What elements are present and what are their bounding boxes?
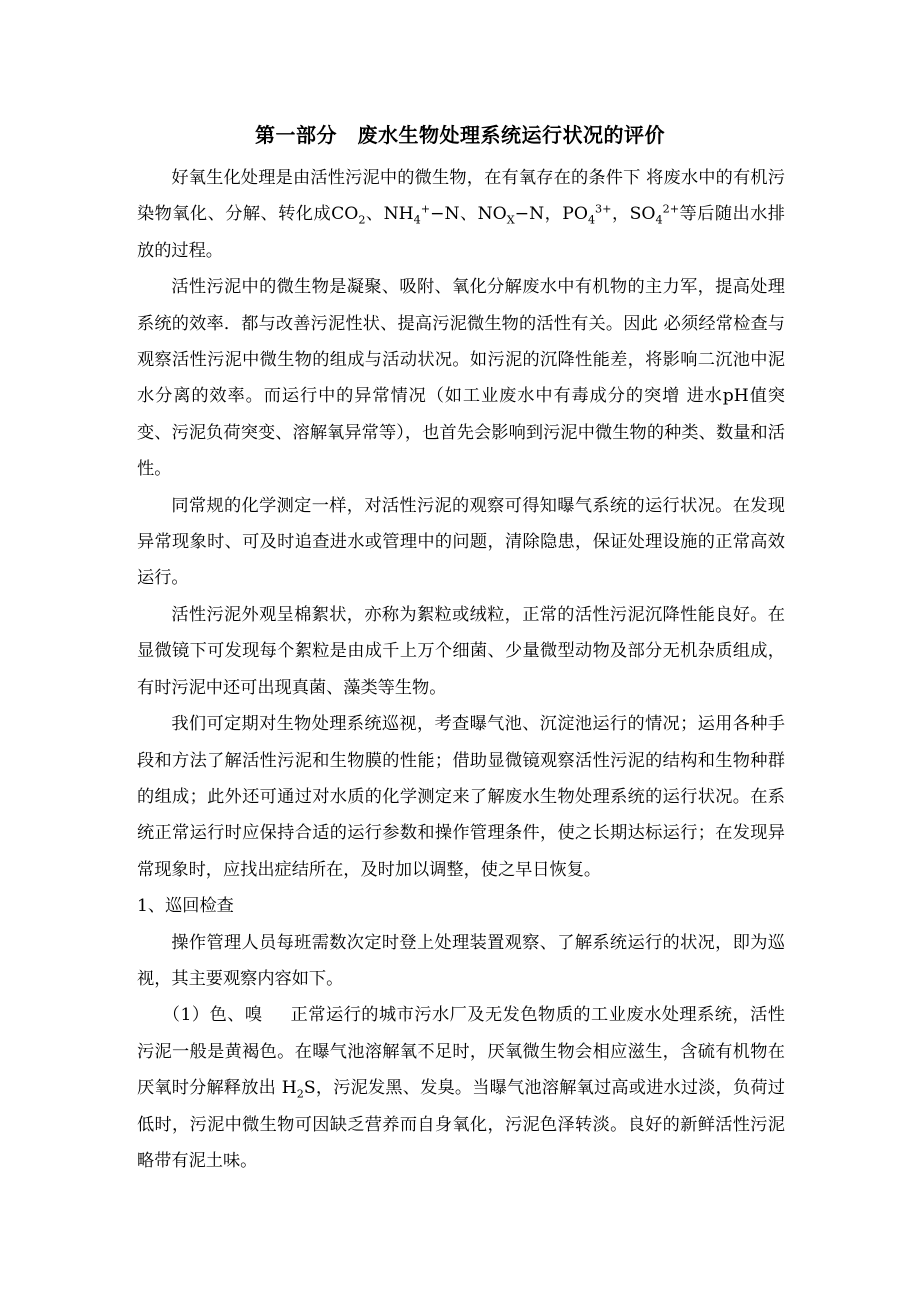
- formula-h2s: $H_2S$: [281, 1078, 316, 1101]
- p1-text-a: 好氧生化处理是由活性污泥中的微生物，在有氧存在的条件下 将废水中的有机污染物氧化、分解、转化成: [137, 168, 785, 225]
- paragraph-2: 活性污泥中的微生物是凝聚、吸附、氧化分解废水中有机物的主力军，提高处理系统的效率．都与改善污泥性状、提高污泥微生物的活性有关。因此 必须经常检查与观察活性污泥中微生物的组成与活动状况。如污泥的沉降性能差，将影响二沉池中泥水分离的效率。而运行中的异常情况（如工业废水中有毒成分的突增 进水pH值突变、污泥负荷突变、溶解氧异常等），也首先会影响到污泥中微生物的种类、数量和活性。: [137, 277, 785, 480]
- paragraph-3: 同常规的化学测定一样，对活性污泥的观察可得知曝气系统的运行状况。在发现异常现象时、可及时追查进水或管理中的问题，清除隐患，保证处理设施的正常高效运行。: [137, 495, 785, 589]
- section-heading-1: 1、巡回检查: [137, 896, 234, 917]
- formula-nh4: $NH_4^+-N$、: [383, 202, 478, 227]
- paragraph-1: [137, 160, 785, 269]
- item-label: （1）色、嗅: [162, 1005, 263, 1026]
- p7-text-b: ，污泥发黑、发臭。当曝气池溶解氧过高或进水过淡，负荷过低时，污泥中微生物可因缺乏营养而自身氧化，污泥色泽转淡。良好的新鲜活性污泥略带有泥土味。: [137, 1078, 785, 1171]
- paragraph-4: 活性污泥外观呈棉絮状，亦称为絮粒或绒粒，正常的活性污泥沉降性能良好。在显微镜下可发现每个絮粒是由成千上万个细菌、少量微型动物及部分无机杂质组成，有时污泥中还可出现真菌、藻类等生物。: [137, 604, 785, 698]
- p1-text-b: 等后随出水排放的过程。: [137, 204, 785, 261]
- formula-so4: $SO_4^{2+}$: [629, 202, 680, 227]
- formula-po4: $PO_4^{3+}$: [562, 202, 612, 227]
- p1-sep-1: 、: [365, 204, 384, 225]
- p7-text-a: 正常运行的城市污水厂及无发色物质的工业废水处理系统，活性污泥一般是黄褐色。在曝气池溶解氧不足时，厌氧微生物会相应滋生，含硫有机物在厌氧时分解释放出: [137, 1005, 785, 1099]
- formula-co2: $CO_2$: [331, 204, 366, 227]
- p1-sep-2: ，: [611, 204, 630, 225]
- paragraph-5: 我们可定期对生物处理系统巡视，考查曝气池、沉淀池运行的情况；运用各种手段和方法了解活性污泥和生物膜的性能；借助显微镜观察活性污泥的结构和生物种群的组成；此外还可通过对水质的化学测定来了解废水生物处理系统的运行状况。在系统正常运行时应保持合适的运行参数和操作管理条件，使之长期达标运行；在发现异常现象时，应找出症结所在，及时加以调整，使之早日恢复。: [137, 714, 785, 880]
- formula-nox: $NO_X-N$，: [477, 204, 563, 227]
- document-body: [137, 160, 785, 1179]
- paragraph-6: 操作管理人员每班需数次定时登上处理装置观察、了解系统运行的状况，即为巡视，其主要观察内容如下。: [137, 932, 785, 989]
- page-title: 第一部分 废水生物处理系统运行状况的评价: [255, 123, 665, 147]
- paragraph-7: [137, 997, 785, 1179]
